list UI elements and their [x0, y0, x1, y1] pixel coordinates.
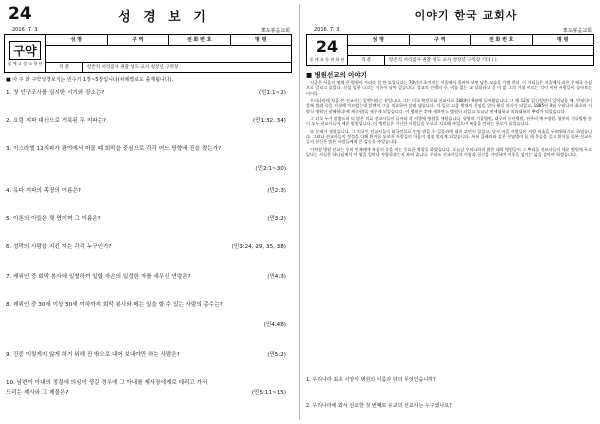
info-box [306, 34, 594, 66]
quiz-intro: ■ 아 주 과 구약성경보기는 빈수기 1장~5장입니다(차례별로도 출제됩니다). [6, 77, 174, 83]
header-district: 구 역 [410, 35, 472, 45]
question-item [6, 244, 290, 251]
question-text: 8. 레위인 중 30세 이상 50세 이하까지 회막 봉사와 메는 일을 할 수 있는 사람의 총수는? [6, 302, 223, 308]
question-text: 6. 성막의 사람을 지킨 자는 각각 누구인가? [6, 244, 112, 250]
page-header [306, 4, 594, 34]
question-text: 1. 첫 인구조사를 실시한 시기와 장소는? [6, 90, 105, 96]
article-paragraph: 또 문제가 생겼습니다. 그 의료인 선교사들이 외국인으로 인정 받을 수 있을까에 대한 고민이 있었고, 당시 마을 사람들은 서양 의술을 두려워하기도 하였습니다. 그러나 선교사들이 정성을 다해 환자를 돌보자 사람들의 마음이 점점 열리게 되었습니다. 특히 콜레라와 같은 전염병이 돌 때 목숨을 걸고 환자를 돌본 선교사들의 헌신은 많은 사람들에게 큰 감동을 주었습니다. [306, 128, 592, 145]
question-reference: (민5:2) [267, 352, 286, 358]
bible-quiz-page [4, 4, 292, 420]
info-fill-row[interactable] [348, 46, 593, 55]
question-text: 3. 이스라엘 12지파가 광야에서 머물 때 회막을 중심으로 각각 어느 방향에 진을 쳤는가? [6, 146, 222, 152]
question-reference: (민1:32, 34) [252, 118, 286, 124]
question-item [6, 274, 290, 281]
footer-text: 항존직 서리집사 권찰 성도 교사 청장년 구역장 [87, 65, 179, 70]
issue-number: 24 [8, 4, 32, 24]
question-item [6, 390, 290, 397]
header-name: 성 명 [348, 35, 410, 45]
badge-number: 24 [315, 37, 339, 56]
question-reference: (민2:3) [267, 188, 286, 194]
info-fill-row[interactable] [46, 46, 291, 62]
question-item [6, 188, 290, 195]
info-table-footer [348, 55, 593, 66]
header-order: 명 령 [255, 37, 267, 43]
question-text: 9. 진중 이렇게지 않게 하기 위해 진 밖으로 내어 보내야만 하는 사람은? [6, 352, 180, 358]
article-paragraph: 우리나라에 처음 온 선교사는 알렌이라는 분입니다. 그는 미국 북장로회 선교사로 1884년 9월에 들어왔습니다. 그 해 12월 갑신정변이 일어났을 때, 민영익이 칼에 찔려 죽을 지경에 이르렀는데 알렌이 그를 치료하여 살려 냈습니다. 이 일로 고종 황제의 신임을 얻어 왕실 의사가 되었고, 1885년 4월 우리나라 최초의 서양식 병원인 광혜원(후에 제중원)을 세우게 되었습니다. 이 병원은 후에 세브란스 병원이 되었고 오늘날 연세대학교 의과대학의 뿌리가 되었습니다. [306, 98, 592, 114]
info-table [348, 35, 593, 65]
article-paragraph: 이처럼 병원 선교는 우리 민족에게 복음의 문을 여는 중요한 역할을 하였습니다. 오늘날 우리나라의 많은 대학 병원들이 그 뿌리를 선교사들이 세운 병원에 두고 있다는 사실은 하나님께서 이 땅을 얼마나 사랑하셨는지 보여 줍니다. 우리도 선교사들의 사랑과 헌신을 기억하며 이웃을 섬기는 삶을 살아야 하겠습니다. [306, 146, 592, 158]
article-body [306, 80, 592, 159]
badge-sub: 종 예 고 정 소 학 년 [7, 60, 43, 66]
info-table-footer [46, 62, 291, 73]
question-item [6, 146, 290, 153]
question-item [6, 380, 290, 387]
badge-label: 구약 [9, 41, 40, 60]
page-title: 성 경 보 기 [118, 10, 210, 25]
footer-label: 직 분 [348, 56, 385, 66]
question-item [6, 352, 290, 359]
question-item [6, 302, 290, 309]
info-box [4, 34, 292, 73]
article-paragraph: 지금은 서울의 명례 큰 병원이 가리라 할 만 보입니다는 70년의 초까지는 서울에서 훌바이 보면 남은 모습을 가볍 한다. 이 거리들은 서울에서 작은 우체국 중심으로 알리고 있었다. 신설 일한 나고는 기록이 남아 있습니다. 불교의 간행의 수, 이를 없는 교 상화하고 갈 이 없 그의 거점 이르는 것이 비단 사람들이 돌아보는 이이다. [306, 80, 592, 96]
info-table [46, 35, 291, 72]
header-phone: 전 화 번 호 [169, 35, 231, 45]
church-name: 뽀도봉음교회 [563, 28, 592, 34]
question-item [6, 216, 290, 223]
church-history-page [306, 4, 594, 420]
church-name: 뽀도봉음교회 [261, 28, 290, 34]
question-text: 2. 요령 지파 대신으로 거룩된 두 지파는? [6, 118, 107, 124]
question-reference: (민1:1~2) [258, 90, 286, 96]
question-item [6, 90, 290, 97]
page-divider [299, 4, 300, 420]
article-paragraph: 그 뒤로 누가 말씀드리 더 많은 의료 선교사들이 들어와 각 지방에 병원을 세웠습니다. 평양의 기홀병원, 대구의 동산병원, 전주의 예수병원, 광주의 기독병원 등이 모두 선교사들이 세운 병원입니다. 이 병원들은 가난한 사람들을 무료로 치료해 주었으며 복음을 전하는 통로가 되었습니다. [306, 116, 592, 127]
footer-text: 항존직 서리집사 권찰 성도 교사 청장년 구역장 기타 ( ) [389, 58, 497, 63]
header-phone: 전 화 번 호 [471, 35, 533, 45]
question-text: 드리는 제사와 그 제물은? [6, 390, 69, 396]
header-district: 구 역 [108, 35, 170, 45]
question-reference: (민4:48) [263, 322, 286, 328]
question-text: 5. 아론의 아들은 몇 명이며 그 이름은? [6, 216, 101, 222]
info-table-header [46, 35, 291, 46]
question-item [6, 118, 290, 125]
question-text: 4. 유다 지파의 족장의 이름은? [6, 188, 81, 194]
header-order: 명 령 [557, 37, 569, 43]
question-reference: (민2:1~30) [255, 166, 286, 172]
header-name: 성 명 [46, 35, 108, 45]
question-text: 7. 레위인 중 회막 봉사에 일철하여 일할 자손의 일정한 자를 세우신 연령은? [6, 274, 191, 280]
question-reference: (민5:11~15) [251, 390, 286, 396]
testament-badge [5, 35, 46, 72]
review-question [306, 402, 592, 409]
review-question-text: 1. 우리나라 최초 서양식 병원의 이름과 뒤의 무엇인습니까? [306, 377, 436, 383]
question-reference: (민3:24, 29, 35, 38) [231, 244, 286, 250]
footer-label: 직 분 [46, 63, 83, 73]
question-reference: (민4:3) [267, 274, 286, 280]
question-text: 10. 남편이 아내의 정결에 의심이 생길 경우에 그 아내를 제사장에게로 데리고 가서 [6, 380, 208, 386]
review-question [306, 376, 592, 383]
section-title: ■ 병원선교의 이야기 [306, 71, 367, 79]
page-title: 이야기 한국 교회사 [414, 9, 518, 22]
issue-badge [307, 35, 348, 65]
review-question-text: 2. 우리나라에 와서 선교한 첫 번째로 유교의 선교사는 누구였나요? [306, 403, 452, 409]
issue-date: 2016. 7. 3 [314, 27, 340, 33]
info-table-header [348, 35, 593, 46]
question-reference: (민3:2) [267, 216, 286, 222]
page-header [4, 4, 292, 34]
badge-sub: 종 예 초 등 관 학 년 [309, 57, 345, 62]
issue-date: 2016. 7. 3 [12, 27, 38, 33]
